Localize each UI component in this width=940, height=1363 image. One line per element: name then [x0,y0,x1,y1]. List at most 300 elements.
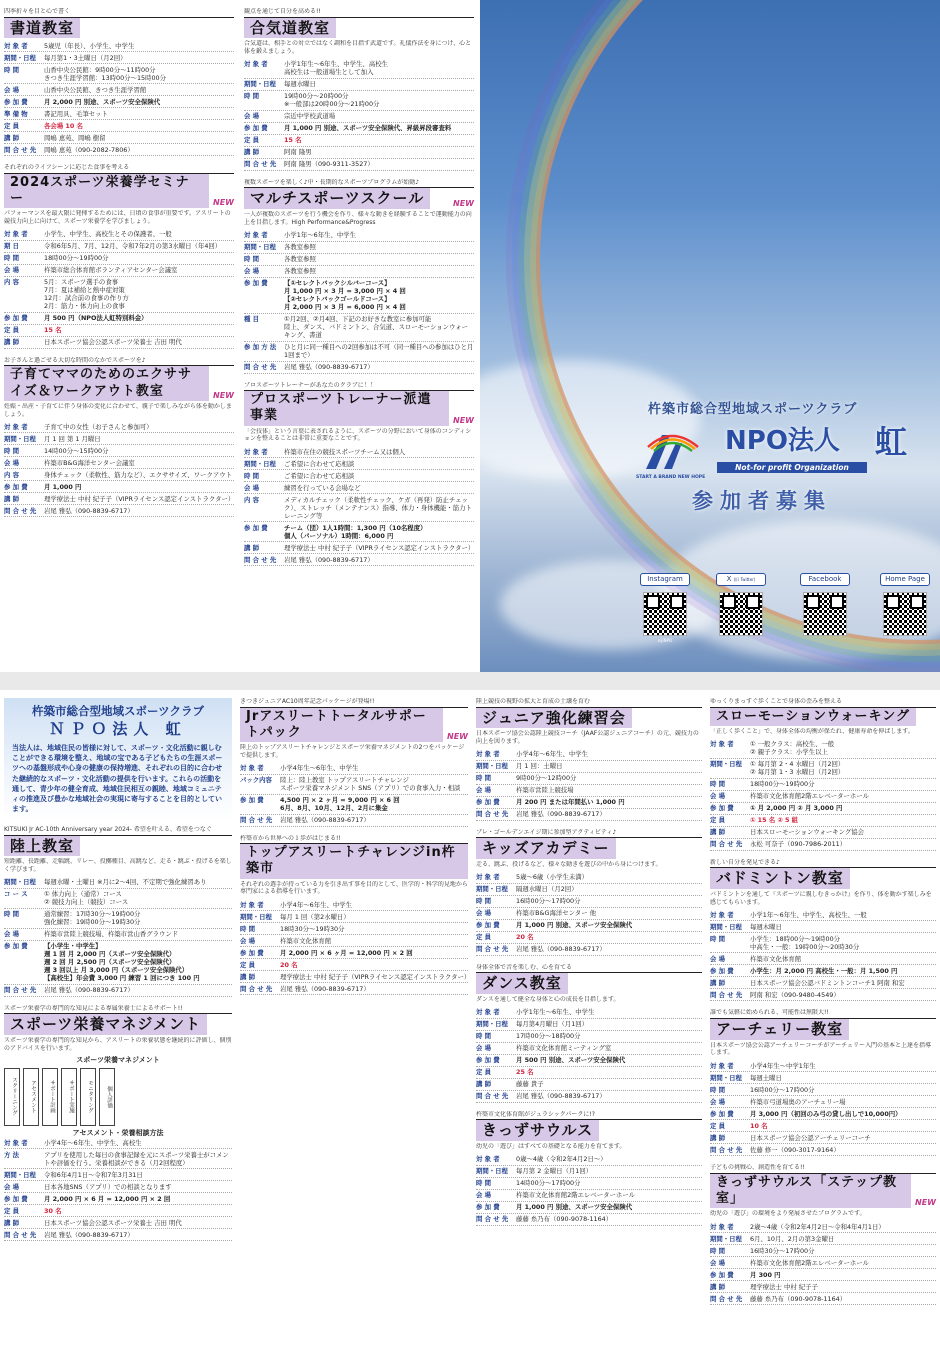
card-title-bar [476,1120,599,1141]
info-label: 対 象 者 [4,41,28,50]
info-row [244,79,474,91]
info-value: 日本スポーツ協会公認アーチェリーコーチ [750,1133,871,1142]
card-title-bar [710,868,850,889]
info-value: 杵築市B&G海洋センター会議室 [44,458,135,467]
info-row [4,253,234,265]
info-row [4,108,234,120]
info-label: 対 象 者 [710,1061,734,1070]
card-description: 走る、跳ぶ、投げるなど、様々な動きを遊びの中から身につけます。 [476,861,662,869]
program-card [240,834,471,996]
info-label: 講 師 [244,543,260,552]
info-value: 令和6年4月1日〜令和7年3月31日 [44,1170,143,1179]
info-label: 参 加 費 [4,314,28,323]
info-label: 問 合 せ 先 [240,984,273,993]
info-value: ① 体力向上（通常）コース ② 競技力向上（競技）コース [44,890,129,907]
info-value: 小学生、中学生、高校生とその保護者、一般 [44,230,172,239]
info-row [4,277,234,313]
info-value: ご希望に合わせて応相談 [284,459,355,468]
info-row [476,797,702,809]
info-value: 毎月第4月曜日（月1回） [516,1020,589,1029]
info-label: 講 師 [476,1080,492,1089]
info-value: 25 名 [516,1068,534,1077]
info-row [4,229,234,241]
info-label: 会 場 [710,1097,726,1106]
card-tagline: 身体全体で音を楽しむ、心を育てる [476,964,702,974]
sns-handle: nijiNPO [657,637,673,643]
program-card [4,164,234,349]
info-row [710,1245,936,1257]
info-label: 問 合 せ 先 [710,1294,743,1303]
info-value: 4,500 円 × 2 ヶ月 = 9,000 円 × 6 回 6月、8月、10月、12月、2月に集金 [280,796,400,813]
qr-code-icon[interactable] [719,592,763,636]
sns-x[interactable] [716,573,766,636]
info-label: 期間・日程 [4,878,36,887]
info-value: 理学療法士 中村 紀子子（VIPRライセンス認定インストラクター） [44,494,235,503]
card-tagline: 四季折々を目と心で書く [4,8,234,18]
info-label: 時 間 [240,924,256,933]
info-row [476,1178,702,1190]
flyer-front-page [0,0,940,672]
info-label: 期間・日程 [244,243,276,252]
hero-npo-english: Not-for profit Organization [717,462,867,473]
info-label: 対 象 者 [244,447,268,456]
program-card [240,698,468,827]
info-label: 期間・日程 [476,885,508,894]
info-value: 20 名 [516,933,534,942]
info-row [4,941,232,985]
info-value: 【①セレクトバックシルバーコース】 月 1,000 円 × 3 月 = 3,000 円 × 4 回 【②セレクトバックゴールドコース】 月 2,000 円 × 3 月 = 6,000 円 × 4 回 [284,279,406,312]
info-label: 参 加 費 [244,279,268,288]
info-value: 小学4年〜6年生、中学生、高校生 [44,1138,142,1147]
info-value: 岩尾 雅弘（090-8839-6717） [44,506,134,515]
info-row [244,482,474,494]
card-description: スポーツ栄養学の専門的な知見から、アスリートの栄養状態を継続的に評価し、個別のアドバイスを行います。 [4,1037,232,1052]
info-value: 杵築市総合体育館ボランティアセンター会議室 [44,266,178,275]
card-header [476,708,702,729]
info-row [710,839,936,851]
info-value: 藤藤 糸乃布（090-9078-1164） [750,1294,847,1303]
card-header [244,391,474,426]
info-value: 小学4年生〜中学1年生 [750,1061,816,1070]
top-column-left [0,8,238,666]
info-label: 問 合 せ 先 [4,145,37,154]
info-label: 参 加 費 [710,804,734,813]
info-row [4,84,234,96]
info-value: 18時30分〜19時30分 [280,924,345,933]
info-value: 日本スポーツ協会公認スポーツ栄養士 吉田 明代 [44,1218,182,1227]
info-label: 問 合 せ 先 [244,555,277,564]
info-row [4,1217,232,1229]
program-card [476,829,702,956]
info-label: 参 加 費 [4,942,28,951]
info-row [710,1084,936,1096]
info-row [4,313,234,325]
info-label: 時 間 [710,1246,726,1255]
card-title-bar [710,1019,849,1040]
diagram-box: スクリーニング [4,1068,20,1126]
info-row [244,342,474,362]
diagram-box: アセスメント [23,1068,39,1126]
info-row [244,446,474,458]
card-description: 陸上のトップアスリートチャレンジとスポーツ栄養マネジメントの2つをパッケージで提供します。 [240,744,465,759]
info-label: 対 象 者 [244,60,268,69]
program-card [244,382,474,567]
info-label: 定 員 [4,121,20,130]
diagram-boxes [4,1068,232,1126]
diagram-box: 個人評価 [99,1068,115,1126]
info-label: 期間・日程 [244,80,276,89]
info-value: 小学1年生〜6年生、中学生 [516,1008,595,1017]
info-row [244,123,474,135]
info-label: 定 員 [4,326,20,335]
info-row [710,791,936,803]
intro-box [4,698,232,820]
card-tagline: それぞれのライフシーンに応じた食事を考える [4,164,234,174]
info-label: 期間・日程 [476,1020,508,1029]
card-header [476,1120,702,1141]
info-label: 時 間 [244,92,260,101]
info-label: 参 加 費 [240,948,264,957]
card-header [240,844,468,879]
info-value: 14時00分〜15時00分 [44,446,109,455]
info-label: 会 場 [476,1191,492,1200]
card-header [710,708,936,726]
info-row [476,1007,702,1019]
info-value: 6月、10月、2月の第3金曜日 [750,1234,835,1243]
program-card [710,859,936,1002]
info-value: 杵築市営陸上競技場、杵築市営山香グラウンド [44,930,179,939]
info-value: ① 15 名 ② 5 組 [750,816,799,825]
info-label: 問 合 せ 先 [710,840,743,849]
info-value: 岩尾 雅弘（090-8839-6717） [280,984,370,993]
info-label: パック内容 [240,776,272,785]
sns-homepage[interactable] [880,573,930,636]
info-label: 参 加 費 [710,966,734,975]
info-value: 5月：スポーツ選手の食事 7月：夏は補給と熱中症対策 12月：試合前の食事の作り方 2月：筋力・体力向上の食事 [44,278,129,311]
info-value: 小学4年生〜6年生、中学生 [280,764,359,773]
logo-caption: START A BRAND NEW HOPE [636,475,706,480]
info-label: 方 法 [4,1150,20,1159]
info-label: 対 象 者 [4,230,28,239]
flyer-back-page [0,690,940,1363]
info-row [476,932,702,944]
info-label: 問 合 せ 先 [476,1215,509,1224]
info-row [4,1205,232,1217]
info-value: 毎週水曜日 [284,80,316,89]
sns-label: Instagram [640,573,690,586]
card-title: バドミントン教室 [716,869,844,888]
info-value: 毎月第1・3土曜日（月2回） [44,53,127,62]
info-row [240,775,468,795]
info-row [4,52,234,64]
info-row [710,1096,936,1108]
info-label: 時 間 [4,910,20,919]
sns-instagram[interactable] [640,573,690,643]
info-row [710,933,936,953]
info-value: 毎月第 2 金曜日（月1回） [516,1167,593,1176]
card-description: 日本スポーツ協会公認陸上競技コーチ（JAAF公認ジュニアコーチ）の元、競技力の向上を図ります。 [476,730,699,746]
info-row [4,337,234,349]
info-label: 定 員 [4,1206,20,1215]
card-title: キッズアカデミー [482,839,610,858]
info-label: 会 場 [476,786,492,795]
info-value: 日本各地SNS（アプリ）での相談となります [44,1182,172,1191]
info-label: 講 師 [710,1133,726,1142]
info-row [4,325,234,337]
info-label: 問 合 せ 先 [710,990,743,999]
info-value: 岩尾 雅弘（090-8839-6717） [516,1092,606,1101]
info-value: 小学1年〜6年生、中学生、高校生、一般 [750,910,867,919]
info-label: 内 容 [244,495,260,504]
info-row [240,959,468,971]
card-title-bar [4,836,80,857]
new-badge: NEW [213,198,234,208]
info-value: 月 3,000 円（初回のみ弓の貸し出しで10,000円） [750,1109,902,1118]
card-title-bar [244,391,449,426]
info-row [476,1031,702,1043]
info-label: 会 場 [244,267,260,276]
card-title-bar [710,708,916,726]
card-title: Jrアスリートトータルサポートパック [246,708,427,740]
info-row [476,1079,702,1091]
info-row [4,144,234,156]
info-label: 内 容 [4,278,20,287]
info-row [710,1281,936,1293]
info-value: 月 500 円 別途、スポーツ安全保険代 [516,1056,626,1065]
sns-label: X (旧 Twitter) [716,573,766,586]
intro-npo-name: ＮＰＯ法人 虹 [49,720,187,739]
info-label: 問 合 せ 先 [476,1092,509,1101]
program-card [244,8,474,171]
info-value: 小学1年〜6年生、中学生 [284,231,357,240]
info-row [4,985,232,997]
card-tagline: きつきジュニアAC10周年記念パッケージが登場!! [240,698,468,708]
info-label: 講 師 [4,133,20,142]
info-row [476,809,702,821]
info-label: 参 加 費 [4,482,28,491]
info-row [710,739,936,759]
info-value: 通常練習：17時30分〜19時00分 強化練習：19時00分〜19時30分 [44,910,141,927]
qr-code-icon[interactable] [803,592,847,636]
info-label: 時 間 [244,471,260,480]
info-value: 16時00分〜17時00分 [750,1085,815,1094]
info-row [476,896,702,908]
info-value: 月 2,000 円 × 6 月 = 12,000 円 × 2 回 [44,1194,171,1203]
info-row [4,481,234,493]
info-value: ① 月 2,000 円 ② 月 3,000 円 [750,804,843,813]
card-title: 書道教室 [10,18,75,37]
info-row [710,965,936,977]
info-row [240,815,468,827]
info-value: 日本スローモーションウォーキング協会 [750,828,865,837]
info-label: 講 師 [710,1282,726,1291]
info-row [4,40,234,52]
program-card [476,964,702,1103]
card-header [4,1014,232,1035]
info-label: 会 場 [4,266,20,275]
info-row [4,1229,232,1241]
info-label: 期間・日程 [4,434,36,443]
info-row [476,1091,702,1103]
info-row [4,1181,232,1193]
info-value: 月 2,000 円 別途、スポーツ安全保険代 [44,97,161,106]
info-row [4,433,234,445]
info-row [4,1137,232,1149]
info-row [4,241,234,253]
info-row [476,1154,702,1166]
card-description: 日本スポーツ協会公認アーチェリーコーチがアーチェリー入門の基本と上達を指導します。 [710,1041,932,1057]
info-value: 小学生：月 2,000 円 高校生・一般：月 1,500 円 [750,966,898,975]
info-value: 日本スポーツ協会公認バドミントンコーチ1 阿南 和宏 [750,978,905,987]
info-value: 毎週土曜日 [750,1073,782,1082]
info-value: 小学4年〜6年生、中学生 [280,900,353,909]
info-value: 阿南 隆男（090-9311-3527） [284,160,374,169]
qr-code-icon[interactable] [643,592,687,636]
info-label: 問 合 せ 先 [244,363,277,372]
rainbow-graphic [540,0,940,640]
info-row [244,314,474,342]
card-tagline: 複数スポーツを楽しく♪中・長期的なスポーツプログラムが始動♪ [244,179,474,189]
hero-org-name: 杵築市総合型地域スポーツクラブ [648,402,858,417]
card-description: 幼児の「遊び」の環境をより発展させたプログラムです。 [710,1210,866,1218]
info-value: 月 300 円 [750,1270,781,1279]
info-row [4,493,234,505]
info-label: 対 象 者 [244,231,268,240]
info-value: 子育て中の女性（お子さんと参加可） [44,422,153,431]
card-header [4,174,234,209]
info-label: 内 容 [4,470,20,479]
info-row [476,920,702,932]
card-description: 幼児の「遊び」はすべての基礎となる能力を育てます。 [476,1143,626,1151]
info-value: 15 名 [284,136,302,145]
info-row [4,421,234,433]
card-description: パフォーマンスを最大限に発揮するためには、日頃の食事が重要です。アスリートの競技力向上に向けて、スポーツ栄養学を学びましょう。 [4,210,231,226]
info-row [244,254,474,266]
info-row [244,111,474,123]
info-label: 期間・日程 [244,459,276,468]
info-row [710,1144,936,1156]
info-row [710,909,936,921]
info-label: 会 場 [244,483,260,492]
info-label: 定 員 [244,136,260,145]
info-label: 時 間 [4,446,20,455]
info-row [710,989,936,1001]
info-label: 会 場 [240,936,256,945]
info-label: 対 象 者 [476,1155,500,1164]
info-value: 岩尾 雅弘（090-8839-6717） [44,986,134,995]
bottom-column-3 [472,698,706,1357]
program-card [710,698,936,851]
info-value: 各教室参照 [284,267,316,276]
info-value: 令和6年5月、7月、12月、令和7年2月の第3水曜日（年4回） [44,242,222,251]
new-badge: NEW [915,1198,936,1208]
info-label: 参 加 費 [476,921,500,930]
info-label: 会 場 [4,930,20,939]
info-row [710,921,936,933]
sns-facebook[interactable] [800,573,850,636]
info-row [240,911,468,923]
info-value: 理学療法士 中村 紀子子（VIPRライセンス認定インストラクター） [284,543,475,552]
info-value: 各教室参照 [284,255,316,264]
card-description: ダンスを通して健全な身体と心の成長を目指します。 [476,996,620,1004]
info-label: 時 間 [476,897,492,906]
info-value: ①月2回、②月4回、下記のお好きな教室に参加可能 陸上、ダンス、バドミントン、合気道、スローモーションウォーキング、書道 [284,315,468,340]
program-card [476,698,702,821]
info-row [244,242,474,254]
info-label: 時 間 [4,65,20,74]
card-description: バドミントンを通して『スポーツに親しむきっかけ』を作り、体を動かす楽しみを感じてもらいます。 [710,890,932,906]
info-row [4,505,234,517]
card-header [710,1019,936,1040]
info-label: 講 師 [4,494,20,503]
card-title-bar [244,18,336,39]
info-label: 会 場 [244,112,260,121]
info-row [240,947,468,959]
info-value: 岩尾 雅弘（090-8839-6717） [284,363,374,372]
info-row [244,59,474,79]
info-value: 杵築市在住の競技スポーツチーム又は個人 [284,447,406,456]
info-value: 書記用具、毛筆セット [44,109,108,118]
card-title: マルチスポーツスクール [250,189,425,208]
info-row [4,909,232,929]
card-tagline: 誰でも気軽に始められる、可能性は無限大!! [710,1009,936,1019]
info-row [244,494,474,522]
info-label: 期間・日程 [710,1234,742,1243]
card-header [4,18,234,39]
info-label: 定 員 [710,1121,726,1130]
info-label: 対 象 者 [476,750,500,759]
info-value: 杵築市営陸上競技場 [516,786,574,795]
info-row [710,1132,936,1144]
info-value: 月 1 回：土曜日 [516,762,563,771]
card-title: 子育てママのためのエクササイズ＆ワークアウト教室 [10,367,193,399]
card-tagline: ゆっくりまっすぐ歩くことで身体の歪みを整える [710,698,936,708]
info-value: 14時00分〜17時00分 [516,1179,581,1188]
info-value: 藤藤 糸乃布（090-9078-1164） [516,1215,613,1224]
info-label: 期間・日程 [4,53,36,62]
info-row [4,889,232,909]
info-row [476,1067,702,1079]
info-row [710,779,936,791]
info-label: 定 員 [240,960,256,969]
info-row [240,971,471,983]
info-row [476,1190,702,1202]
info-value: 毎週木曜日 [750,922,782,931]
info-value: 5歳児（年長）、小学生、中学生 [44,41,135,50]
card-title-bar [240,708,443,743]
info-value: 杵築市文化体育館2階エレベーターホール [750,792,869,801]
info-label: 時 間 [476,774,492,783]
info-row [476,908,702,920]
info-row [244,230,474,242]
info-row [476,944,702,956]
card-title: アーチェリー教室 [716,1019,844,1038]
card-header [4,836,232,857]
info-label: 対 象 者 [710,1222,734,1231]
card-tagline: 陸上競技の視野の拡大と育成の土壌を育む [476,698,702,708]
info-label: 期 日 [4,242,20,251]
qr-code-icon[interactable] [883,592,927,636]
info-value: 杵築市文化体育館ミーティング室 [516,1044,612,1053]
card-description: 短距離、長距離、走幅跳、リレー、投擲種目、高跳など、走る・跳ぶ・投げるを楽しく学びます。 [4,858,232,874]
card-title: プロスポーツトレーナー派遣事業 [250,392,432,424]
info-label: 対 象 者 [4,422,28,431]
info-label: 講 師 [4,338,20,347]
program-card [4,8,234,156]
info-label: 会 場 [710,1258,726,1267]
info-label: 問 合 せ 先 [240,816,273,825]
info-label: 講 師 [4,1218,20,1227]
